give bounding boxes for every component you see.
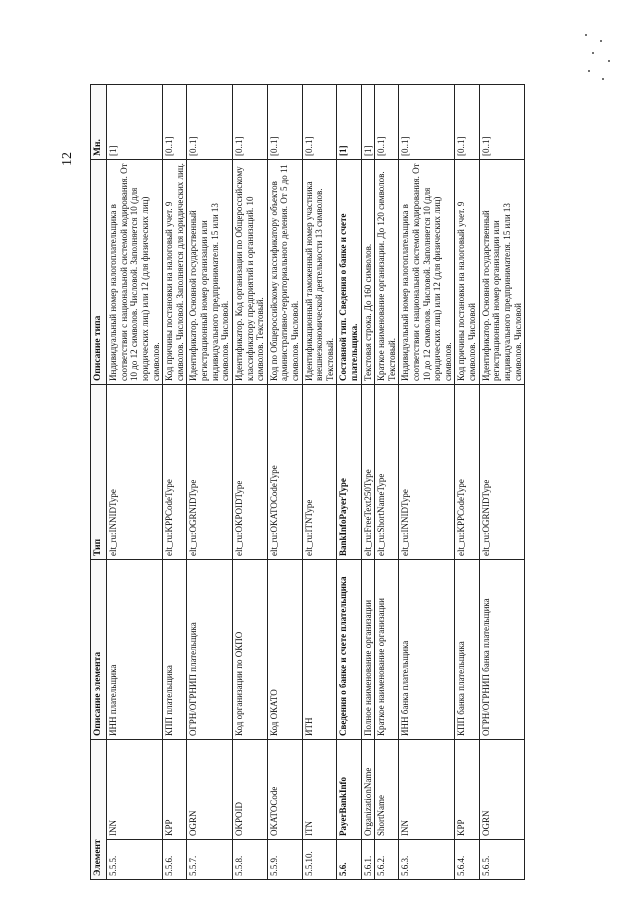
element-description: Полное наименование организации [361, 559, 375, 739]
table-row [337, 84, 361, 879]
column-header: Тип [91, 384, 107, 559]
element-description: Код ОКАТО [267, 559, 302, 739]
element-name: OGRN [479, 739, 524, 839]
multiplicity: [0..1] [375, 84, 399, 159]
element-name: OrganizationName [361, 739, 375, 839]
multiplicity: [0..1] [302, 84, 337, 159]
element-number: 5.6.1. [361, 840, 375, 880]
type-description: Составной тип. Сведения о банке и счете плательщика. [337, 159, 361, 384]
table-row [479, 84, 524, 879]
type-description: Индивидуальный номер налогоплательщика в соответствии с национальной системой кодирования. От 10 до 12 символов. Числовой. Заполняется 10 (для юридических лиц) или 12 (для физических лиц) символов. [399, 159, 455, 384]
element-name: OKPOID [232, 739, 267, 839]
element-name: INN [399, 739, 455, 839]
element-type: elt_ru:ITNType [302, 384, 337, 559]
element-type: elt_ru:KPPCodeType [455, 384, 479, 559]
element-name: INN [107, 739, 163, 839]
element-type: BankInfoPayerType [337, 384, 361, 559]
column-header: Описание элемента [91, 559, 107, 739]
element-description: ИТН [302, 559, 337, 739]
element-name: OGRN [187, 739, 232, 839]
type-description: Идентификационный таможенный номер участника внешнеэкономической деятельности 13 символов. Текстовый. [302, 159, 337, 384]
element-number: 5.5.6. [163, 840, 187, 880]
multiplicity: [1] [337, 84, 361, 159]
element-name: OKATOCode [267, 739, 302, 839]
element-description: Код организации по ОКПО [232, 559, 267, 739]
multiplicity: [0..1] [163, 84, 187, 159]
element-type: elt_ru:KPPCodeType [163, 384, 187, 559]
type-description: Краткое наименование организации. До 120 символов. Текстовый. [375, 159, 399, 384]
element-number: 5.6.4. [455, 840, 479, 880]
type-description: Код по Общероссийскому классификатору объектов административно-территориального деления. От 5 до 11 символов. Числовой. [267, 159, 302, 384]
element-type: elt_ru:OGRNIDType [187, 384, 232, 559]
table-row [267, 84, 302, 879]
table-row [399, 84, 455, 879]
element-number: 5.5.7. [187, 840, 232, 880]
element-number: 5.5.8. [232, 840, 267, 880]
element-description: ИНН плательщика [107, 559, 163, 739]
element-description: ОГРН/ОГРНИП плательщика [187, 559, 232, 739]
table-row [361, 84, 375, 879]
element-number: 5.5.10. [302, 840, 337, 880]
multiplicity: [1] [361, 84, 375, 159]
type-description: Идентификатор. Основной государственный регистрационный номер организации или индивидуального предпринимателя. 15 или 13 символов. Числовой. [187, 159, 232, 384]
element-number: 5.6.5. [479, 840, 524, 880]
element-number: 5.6.3. [399, 840, 455, 880]
element-name: ShortName [375, 739, 399, 839]
element-type: elt_ru:INNIDType [399, 384, 455, 559]
element-type: elt_ru:OKATOCodeType [267, 384, 302, 559]
element-name: PayerBankInfo [337, 739, 361, 839]
element-description: КПП плательщика [163, 559, 187, 739]
element-description: Сведения о банке и счете плательщика [337, 559, 361, 739]
element-type: elt_ru:OKPOIDType [232, 384, 267, 559]
column-header: Мн. [91, 84, 107, 159]
element-type: elt_ru:ShortNameType [375, 384, 399, 559]
table-header-row [91, 84, 107, 879]
multiplicity: [0..1] [455, 84, 479, 159]
page-number: 12 [60, 152, 75, 166]
type-description: Индивидуальный номер налогоплательщика в соответствии с национальной системой кодирования. От 10 до 12 символов. Числовой. Заполняется 10 (для юридических лиц) или 12 (для физических лиц) символов. [107, 159, 163, 384]
element-name: KPP [455, 739, 479, 839]
type-description: Идентификатор. Код организации по Общероссийскому классификатору предприятий и организаций. 10 символов. Текстовый. [232, 159, 267, 384]
table-body [107, 84, 525, 879]
scan-marks [580, 30, 620, 90]
table-row [375, 84, 399, 879]
multiplicity: [0..1] [267, 84, 302, 159]
type-description: Код причины постановки на налоговый учет. 9 символов. Числовой [455, 159, 479, 384]
element-number: 5.6. [337, 840, 361, 880]
column-header: Элемент [91, 739, 107, 879]
element-number: 5.6.2. [375, 840, 399, 880]
elements-table [90, 84, 525, 880]
rotated-page [90, 85, 630, 880]
element-description: КПП банка плательщика [455, 559, 479, 739]
element-number: 5.5.9. [267, 840, 302, 880]
type-description: Код причины постановки на налоговый учет. 9 символов. Числовой. Заполняется для юридических лиц. [163, 159, 187, 384]
table-row [163, 84, 187, 879]
multiplicity: [0..1] [399, 84, 455, 159]
multiplicity: [1] [107, 84, 163, 159]
multiplicity: [0..1] [232, 84, 267, 159]
table-row [302, 84, 337, 879]
element-description: ОГРН/ОГРНИП банка плательщика [479, 559, 524, 739]
element-name: KPP [163, 739, 187, 839]
element-description: ИНН банка плательщика [399, 559, 455, 739]
element-type: elt_ru:OGRNIDType [479, 384, 524, 559]
element-name: ITN [302, 739, 337, 839]
table-row [455, 84, 479, 879]
multiplicity: [0..1] [187, 84, 232, 159]
table-row [107, 84, 163, 879]
multiplicity: [0..1] [479, 84, 524, 159]
type-description: Текстовая строка. До 160 символов. [361, 159, 375, 384]
element-type: elt_ru:INNIDType [107, 384, 163, 559]
type-description: Идентификатор. Основной государственный регистрационный номер организации или индивидуального предпринимателя. 15 или 13 символов. Числовой [479, 159, 524, 384]
element-description: Краткое наименование организации [375, 559, 399, 739]
element-number: 5.5.5. [107, 840, 163, 880]
element-type: elt_ru:FreeText250Type [361, 384, 375, 559]
table-row [187, 84, 232, 879]
table-row [232, 84, 267, 879]
column-header: Описание типа [91, 159, 107, 384]
